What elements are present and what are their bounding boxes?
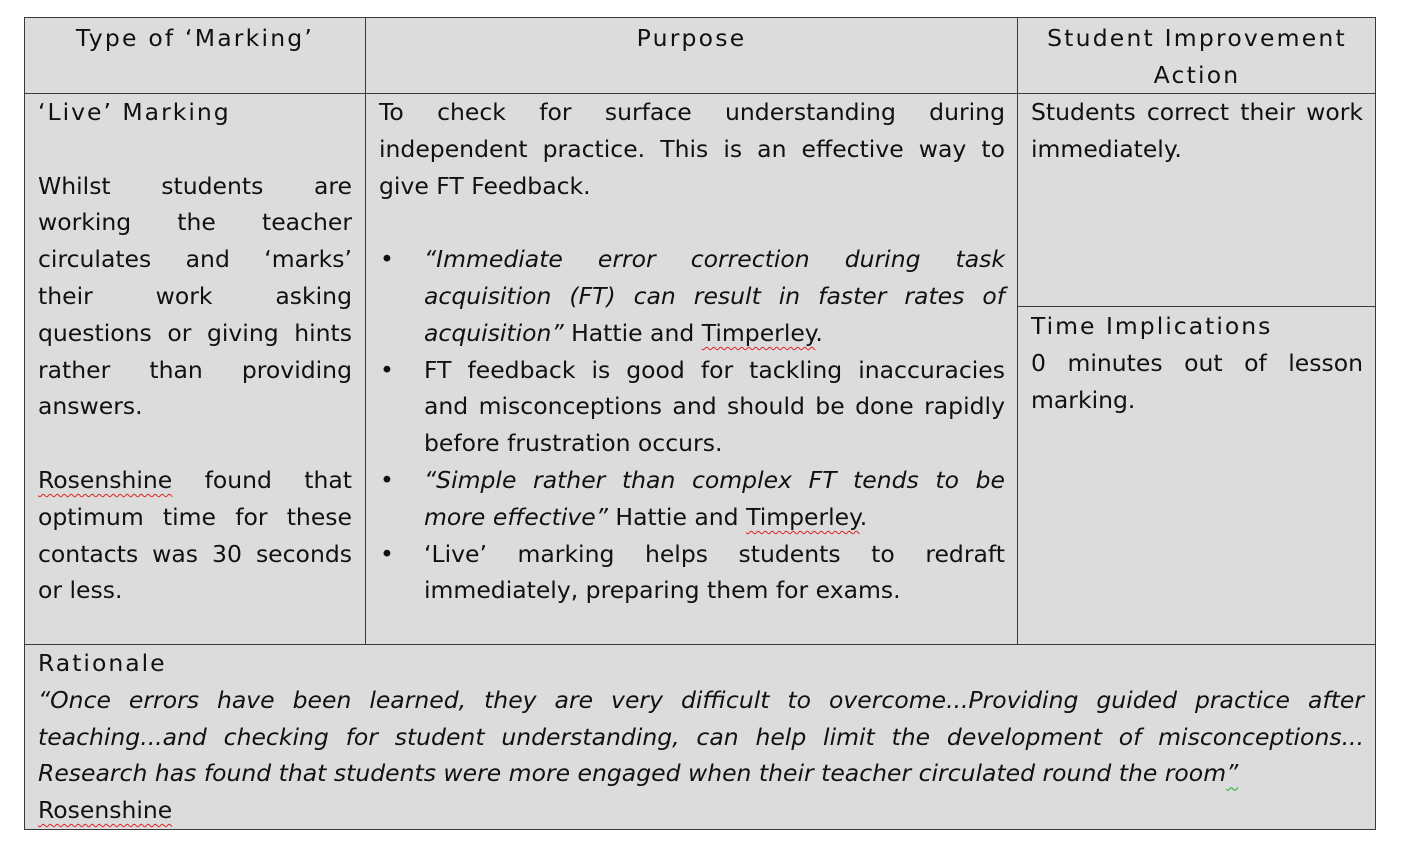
bullet-dot: • [380, 465, 394, 494]
bullet-text: FT feedback is good for tackling inaccuracies and misconceptions and should be done rapidly before frustration occurs. [424, 355, 1005, 458]
header-type [25, 20, 365, 57]
purpose-bullet-3 [379, 462, 1005, 536]
time-cell [1031, 308, 1363, 418]
bullet-quote: “Simple rather than complex FT tends to be more effective” [424, 465, 1005, 531]
type-research [38, 462, 352, 609]
rationale-cell [38, 645, 1364, 829]
header-purpose-label: Purpose [636, 24, 747, 52]
purpose-intro: To check for surface understanding during independent practice. This is an effective way to give FT Feedback. [379, 98, 1005, 200]
bullet-author: Timperley [746, 502, 860, 531]
header-purpose [366, 20, 1017, 57]
column-divider-2 [1017, 18, 1018, 644]
purpose-bullet-4 [379, 536, 1005, 610]
rationale-quote [38, 682, 1364, 829]
time-text: 0 minutes out of lesson marking. [1031, 348, 1363, 414]
rationale-quote-text: “Once errors have been learned, they are very difficult to overcome...Providing guided practice after teaching...and checking for student understanding, can help limit the development of misconceptions... Research has found that students were more engaged when their teacher circulated round the room [38, 685, 1364, 788]
bullet-text: Hattie and [607, 502, 747, 531]
bullet-author: Timperley [701, 318, 816, 347]
header-action [1025, 20, 1369, 94]
type-description: Whilst students are working the teacher circulates and ‘marks’ their work asking questions or giving hints rather than providing answers. [38, 171, 352, 421]
type-title: ‘Live’ Marking [38, 98, 231, 126]
action-text: Students correct their work immediately. [1031, 98, 1363, 163]
purpose-cell [379, 94, 1005, 609]
bullet-text: Hattie and [563, 318, 702, 347]
type-research-text: found that optimum time for these contacts was 30 seconds or less. [38, 465, 352, 605]
purpose-bullet-2 [379, 352, 1005, 462]
bullet-dot: • [380, 355, 394, 384]
rationale-quote-close: ” [1226, 759, 1239, 788]
bullet-text-after: . [859, 502, 868, 531]
bullet-dot: • [380, 539, 394, 568]
time-title: Time Implications [1031, 312, 1273, 340]
header-action-label: Student Improvement Action [1047, 24, 1347, 89]
action-cell [1031, 94, 1363, 168]
bullet-dot: • [380, 245, 394, 274]
purpose-bullet-1 [379, 241, 1005, 351]
marking-table [24, 17, 1376, 830]
type-cell [38, 94, 352, 609]
column-divider-1 [365, 18, 366, 644]
bullet-text: ‘Live’ marking helps students to redraft immediately, preparing them for exams. [424, 539, 1005, 605]
action-time-divider [1017, 306, 1375, 307]
header-type-label: Type of ‘Marking’ [75, 24, 315, 52]
type-research-name: Rosenshine [38, 465, 173, 494]
rationale-title: Rationale [38, 649, 167, 677]
rationale-author: Rosenshine [38, 796, 173, 825]
bullet-text-after: . [815, 318, 823, 347]
bullet-quote: “Immediate error correction during task acquisition (FT) can result in faster rates of acquisition” [424, 245, 1005, 347]
purpose-bullets [379, 241, 1005, 609]
